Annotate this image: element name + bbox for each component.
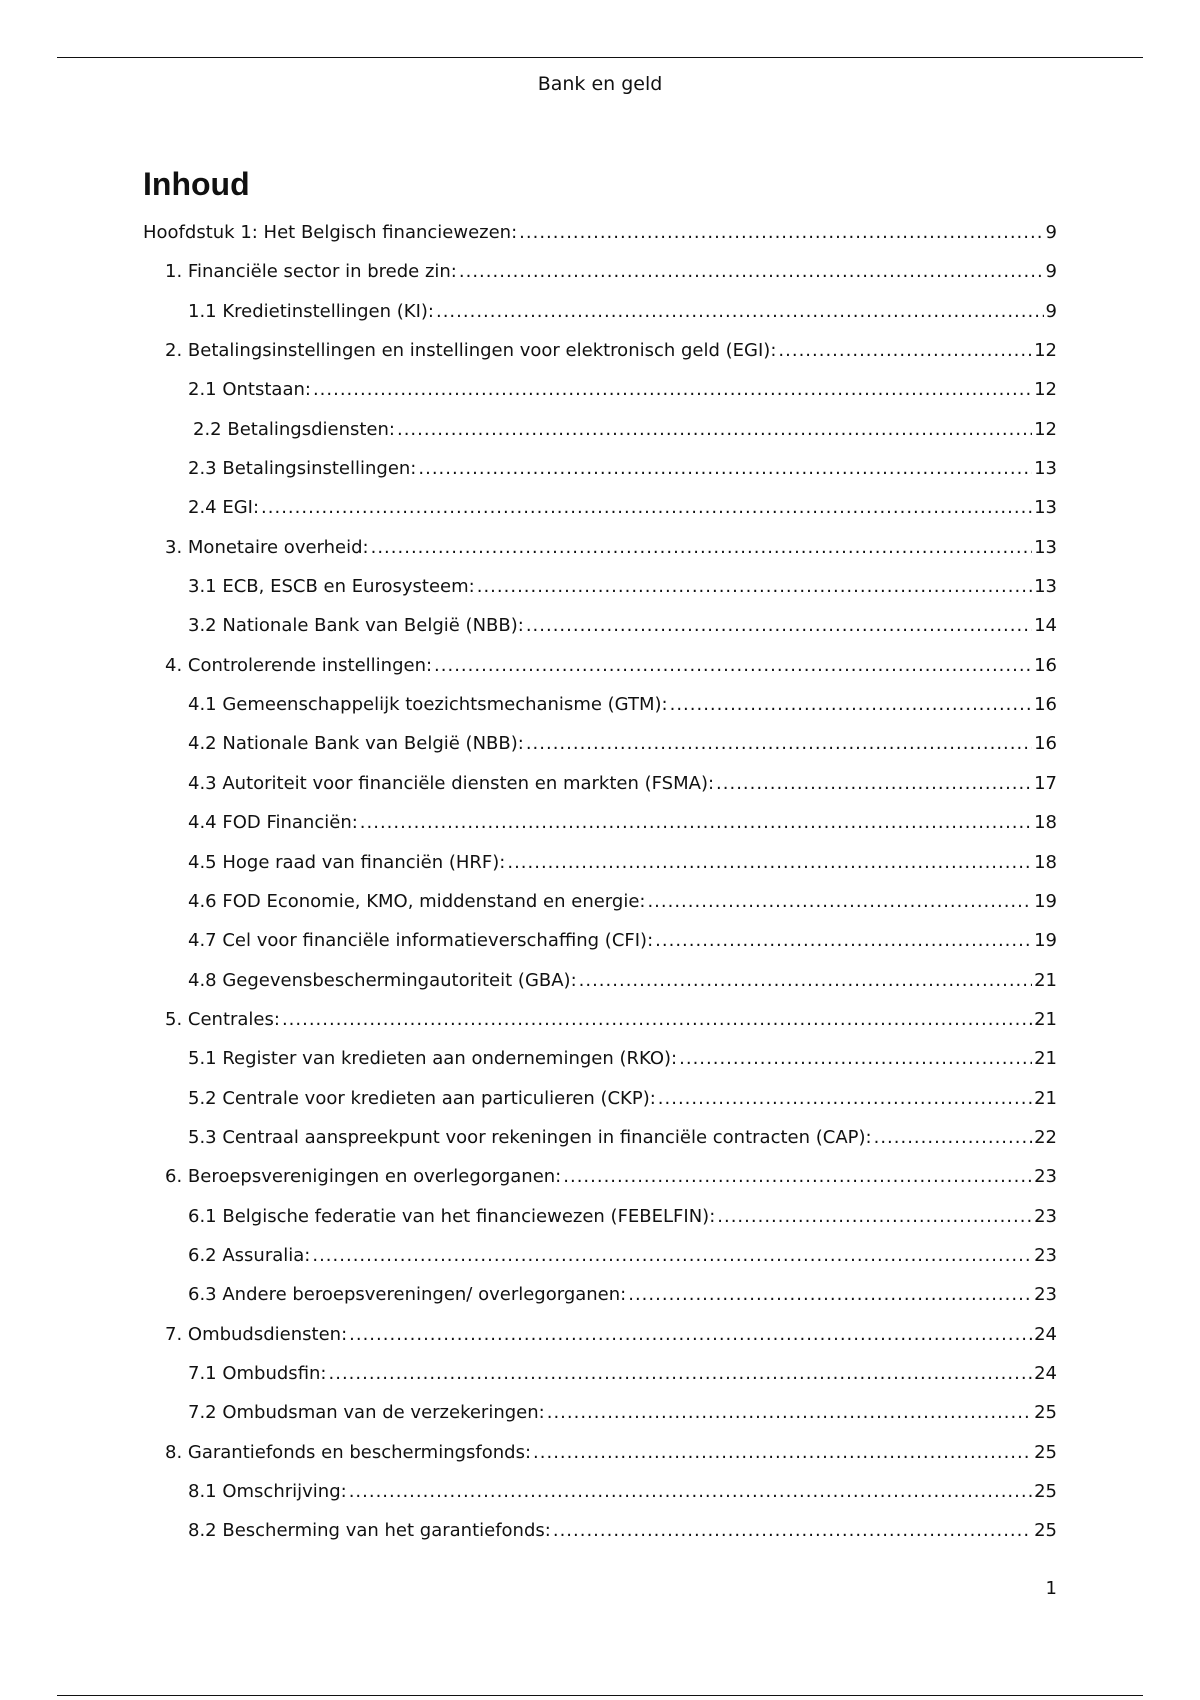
toc-entry[interactable] <box>143 494 1057 533</box>
toc-dot-leader <box>628 1281 1032 1309</box>
toc-entry-title: 6.1 Belgische federatie van het financiewezen (FEBELFIN): <box>188 1205 716 1227</box>
toc-entry[interactable] <box>143 416 1057 455</box>
toc-entry[interactable] <box>143 298 1057 337</box>
toc-dot-leader <box>329 1360 1033 1388</box>
toc-dot-leader <box>647 888 1032 916</box>
toc-entry-page: 25 <box>1034 1481 1057 1502</box>
toc-entry-page: 13 <box>1034 497 1057 519</box>
toc-entry-page: 24 <box>1034 1362 1057 1384</box>
toc-dot-leader <box>526 612 1032 640</box>
toc-dot-leader <box>507 849 1032 877</box>
running-header: Bank en geld <box>537 73 663 95</box>
toc-dot-leader <box>547 1399 1032 1427</box>
toc-entry[interactable] <box>143 691 1057 730</box>
toc-dot-leader <box>261 494 1032 522</box>
toc-dot-leader <box>371 534 1032 562</box>
toc-entry[interactable] <box>143 967 1057 1006</box>
toc-entry[interactable] <box>143 612 1057 651</box>
toc-dot-leader <box>312 1242 1032 1270</box>
toc-entry-title: 3.2 Nationale Bank van België (NBB): <box>188 615 524 637</box>
toc-entry-page: 9 <box>1045 222 1057 243</box>
toc-entry-page: 12 <box>1034 340 1057 362</box>
toc-entry-page: 25 <box>1034 1441 1057 1463</box>
toc-dot-leader <box>282 1006 1032 1034</box>
toc-entry[interactable] <box>143 1399 1057 1438</box>
toc-entry-page: 24 <box>1034 1323 1057 1345</box>
toc-dot-leader <box>658 1085 1032 1113</box>
toc-entry-title: 5.1 Register van kredieten aan ondernemingen (RKO): <box>188 1048 678 1070</box>
toc-entry[interactable] <box>143 730 1057 769</box>
toc-entry-page: 17 <box>1034 772 1057 794</box>
toc-entry-page: 19 <box>1034 930 1057 952</box>
toc-dot-leader <box>397 416 1032 444</box>
toc-entry-title: 2.3 Betalingsinstellingen: <box>188 458 417 480</box>
toc-entry-title: 4.3 Autoriteit voor financiële diensten en markten (FSMA): <box>188 772 715 794</box>
toc-entry[interactable] <box>143 809 1057 848</box>
toc-entry-title: Hoofdstuk 1: Het Belgisch financiewezen: <box>143 222 518 243</box>
footer-rule <box>57 1695 1143 1696</box>
toc-entry-page: 23 <box>1034 1284 1057 1306</box>
toc-entry[interactable] <box>143 1360 1057 1399</box>
toc-entry-title: 7. Ombudsdiensten: <box>165 1323 348 1345</box>
toc-entry-page: 23 <box>1034 1205 1057 1227</box>
toc-entry-page: 13 <box>1034 458 1057 480</box>
toc-entry-page: 18 <box>1034 812 1057 834</box>
toc-entry-title: 8. Garantiefonds en beschermingsfonds: <box>165 1441 532 1463</box>
toc-entry-title: 7.1 Ombudsfin: <box>188 1362 327 1384</box>
toc-entry-page: 9 <box>1045 261 1057 283</box>
toc-entry-page: 23 <box>1034 1244 1057 1266</box>
toc-dot-leader <box>519 219 1043 247</box>
toc-dot-leader <box>553 1517 1032 1545</box>
toc-entry-title: 6.2 Assuralia: <box>188 1244 311 1266</box>
toc-entry-title: 4.1 Gemeenschappelijk toezichtsmechanisme (GTM): <box>188 694 668 716</box>
toc-entry-title: 8.1 Omschrijving: <box>188 1481 347 1502</box>
toc-dot-leader <box>313 376 1032 404</box>
toc-entry[interactable] <box>143 219 1057 258</box>
toc-entry-page: 12 <box>1034 418 1057 440</box>
toc-entry-title: 4.5 Hoge raad van financiën (HRF): <box>188 851 506 873</box>
toc-entry-page: 12 <box>1034 379 1057 401</box>
toc-entry-page: 22 <box>1034 1126 1057 1148</box>
toc-entry[interactable] <box>143 376 1057 415</box>
toc-entry-title: 3. Monetaire overheid: <box>165 536 369 558</box>
toc-dot-leader <box>526 730 1032 758</box>
toc-entry-title: 1.1 Kredietinstellingen (KI): <box>188 300 434 322</box>
toc-entry-title: 6.3 Andere beroepsvereningen/ overlegorganen: <box>188 1284 627 1306</box>
toc-entry-page: 9 <box>1045 300 1057 322</box>
toc-entry[interactable] <box>143 849 1057 888</box>
toc-entry-page: 23 <box>1034 1166 1057 1188</box>
toc-entry[interactable] <box>143 534 1057 573</box>
toc-entry-title: 2.4 EGI: <box>188 497 260 519</box>
toc-entry-title: 3.1 ECB, ESCB en Eurosysteem: <box>188 576 475 598</box>
toc-entry[interactable] <box>143 337 1057 376</box>
toc-entry-title: 2. Betalingsinstellingen en instellingen voor elektronisch geld (EGI): <box>165 340 777 362</box>
toc-title: Inhoud <box>143 166 250 202</box>
toc-entry-title: 7.2 Ombudsman van de verzekeringen: <box>188 1402 545 1424</box>
toc-entry[interactable] <box>143 455 1057 494</box>
toc-entry-title: 5. Centrales: <box>165 1008 280 1030</box>
toc-dot-leader <box>716 770 1032 798</box>
toc-entry-page: 21 <box>1034 1087 1057 1109</box>
toc-entry-page: 16 <box>1034 654 1057 676</box>
page-number: 1 <box>1045 1578 1057 1599</box>
toc-entry-title: 4.6 FOD Economie, KMO, middenstand en energie: <box>188 890 646 912</box>
toc-entry-title: 2.1 Ontstaan: <box>188 379 311 401</box>
toc-entry[interactable] <box>143 1242 1057 1281</box>
toc-entry[interactable] <box>143 1321 1057 1360</box>
toc-entry-page: 19 <box>1034 890 1057 912</box>
toc-entry[interactable] <box>143 1124 1057 1163</box>
toc-entry[interactable] <box>143 927 1057 966</box>
toc-entry[interactable] <box>143 1163 1057 1202</box>
toc-entry-page: 13 <box>1034 536 1057 558</box>
toc-dot-leader <box>360 809 1032 837</box>
toc-dot-leader <box>679 1045 1032 1073</box>
toc-entry[interactable] <box>143 1006 1057 1045</box>
toc-entry-title: 4. Controlerende instellingen: <box>165 654 433 676</box>
toc-entry-title: 4.2 Nationale Bank van België (NBB): <box>188 733 524 755</box>
toc-dot-leader <box>418 455 1032 483</box>
table-of-contents <box>143 219 1057 1557</box>
header-rule <box>57 57 1143 58</box>
toc-dot-leader <box>670 691 1033 719</box>
toc-entry-title: 4.8 Gegevensbeschermingautoriteit (GBA): <box>188 969 577 991</box>
toc-entry[interactable] <box>143 1439 1057 1478</box>
toc-dot-leader <box>579 967 1032 995</box>
toc-entry[interactable] <box>143 1203 1057 1242</box>
toc-dot-leader <box>778 337 1032 365</box>
toc-entry-page: 18 <box>1034 851 1057 873</box>
toc-entry-page: 13 <box>1034 576 1057 598</box>
toc-entry[interactable] <box>143 652 1057 691</box>
toc-entry[interactable] <box>143 770 1057 809</box>
toc-entry-page: 21 <box>1034 1048 1057 1070</box>
toc-entry-title: 4.4 FOD Financiën: <box>188 812 358 834</box>
toc-entry[interactable] <box>143 1085 1057 1124</box>
toc-entry[interactable] <box>143 258 1057 297</box>
toc-entry-page: 14 <box>1034 615 1057 637</box>
toc-entry-page: 16 <box>1034 694 1057 716</box>
toc-entry-page: 25 <box>1034 1402 1057 1424</box>
toc-entry-title: 6. Beroepsverenigingen en overlegorganen: <box>165 1166 562 1188</box>
toc-entry[interactable] <box>143 1517 1057 1556</box>
toc-entry-title: 2.2 Betalingsdiensten: <box>193 418 395 440</box>
toc-entry-title: 8.2 Bescherming van het garantiefonds: <box>188 1520 551 1542</box>
toc-entry[interactable] <box>143 1281 1057 1320</box>
toc-entry[interactable] <box>143 1478 1057 1517</box>
toc-entry[interactable] <box>143 1045 1057 1084</box>
toc-dot-leader <box>874 1124 1033 1152</box>
toc-entry-page: 25 <box>1034 1520 1057 1542</box>
toc-dot-leader <box>563 1163 1032 1191</box>
toc-entry-title: 4.7 Cel voor financiële informatieverschaffing (CFI): <box>188 930 654 952</box>
toc-entry[interactable] <box>143 888 1057 927</box>
toc-entry[interactable] <box>143 573 1057 612</box>
toc-dot-leader <box>436 298 1044 326</box>
toc-entry-page: 16 <box>1034 733 1057 755</box>
toc-dot-leader <box>459 258 1044 286</box>
toc-entry-title: 5.2 Centrale voor kredieten aan particulieren (CKP): <box>188 1087 656 1109</box>
toc-dot-leader <box>655 927 1032 955</box>
toc-entry-page: 21 <box>1034 969 1057 991</box>
toc-dot-leader <box>533 1439 1032 1467</box>
toc-dot-leader <box>434 652 1032 680</box>
toc-dot-leader <box>349 1321 1032 1349</box>
toc-entry-title: 5.3 Centraal aanspreekpunt voor rekeningen in financiële contracten (CAP): <box>188 1126 872 1148</box>
toc-dot-leader <box>349 1478 1032 1506</box>
toc-entry-title: 1. Financiële sector in brede zin: <box>165 261 457 283</box>
toc-entry-page: 21 <box>1034 1008 1057 1030</box>
toc-dot-leader <box>717 1203 1032 1231</box>
toc-dot-leader <box>477 573 1032 601</box>
